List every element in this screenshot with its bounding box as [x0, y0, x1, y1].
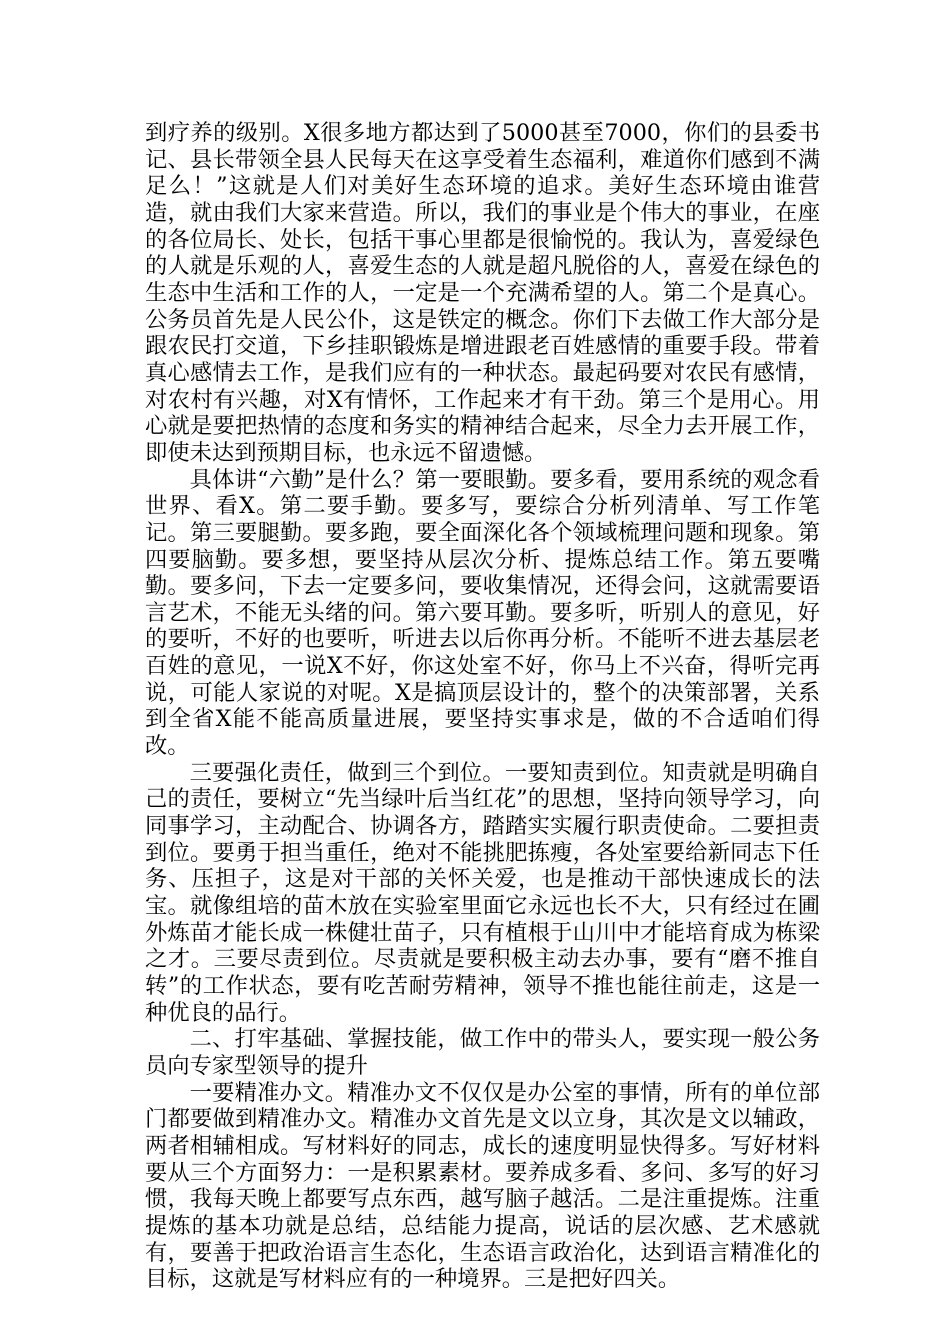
document-page [145, 120, 820, 1293]
section-heading: 二、打牢基础、掌握技能，做工作中的带头人，要实现一般公务员向专家型领导的提升 [145, 1026, 820, 1079]
paragraph-2: 具体讲“六勤”是什么？第一要眼勤。要多看，要用系统的观念看世界、看X。第二要手勤。要多写，要综合分析列清单、写工作笔记。第三要腿勤。要多跑，要全面深化各个领域梳理问题和现象。第四要脑勤。要多想，要坚持从层次分析、提炼总结工作。第五要嘴勤。要多问，下去一定要多问，要收集情况，还得会问，这就需要语言艺术，不能无头绪的问。第六要耳勤。要多听，听别人的意见，好的要听，不好的也要听，听进去以后你再分析。不能听不进去基层老百姓的意见，一说X不好，你这处室不好，你马上不兴奋，得听完再说，可能人家说的对呢。X是搞顶层设计的，整个的决策部署，关系到全省X能不能高质量进展，要坚持实事求是，做的不合适咱们得改。 [145, 466, 820, 760]
paragraph-3: 三要强化责任，做到三个到位。一要知责到位。知责就是明确自己的责任，要树立“先当绿叶后当红花”的思想，坚持向领导学习，向同事学习，主动配合、协调各方，踏踏实实履行职责使命。二要担责到位。要勇于担当重任，绝对不能挑肥拣瘦，各处室要给新同志下任务、压担子，这是对干部的关怀关爱，也是推动干部快速成长的法宝。就像组培的苗木放在实验室里面它永远也长不大，只有经过在圃外炼苗才能长成一株健壮苗子，只有植根于山川中才能培育成为栋梁之才。三要尽责到位。尽责就是要积极主动去办事，要有“磨不推自转”的工作状态，要有吃苦耐劳精神，领导不推也能往前走，这是一种优良的品行。 [145, 759, 820, 1026]
paragraph-4: 一要精准办文。精准办文不仅仅是办公室的事情，所有的单位部门都要做到精准办文。精准办文首先是文以立身，其次是文以辅政，两者相辅相成。写材料好的同志，成长的速度明显快得多。写好材料要从三个方面努力：一是积累素材。要养成多看、多问、多写的好习惯，我每天晚上都要写点东西，越写脑子越活。二是注重提炼。注重提炼的基本功就是总结，总结能力提高，说话的层次感、艺术感就有，要善于把政治语言生态化，生态语言政治化，达到语言精准化的目标，这就是写材料应有的一种境界。三是把好四关。 [145, 1079, 820, 1293]
paragraph-1: 到疗养的级别。X很多地方都达到了5000甚至7000，你们的县委书记、县长带领全县人民每天在这享受着生态福利，难道你们感到不满足么！”这就是人们对美好生态环境的追求。美好生态环境由谁营造，就由我们大家来营造。所以，我们的事业是个伟大的事业，在座的各位局长、处长，包括干事心里都是很愉悦的。我认为，喜爱绿色的人就是乐观的人，喜爱生态的人就是超凡脱俗的人，喜爱在绿色的生态中生活和工作的人，一定是一个充满希望的人。第二个是真心。公务员首先是人民公仆，这是铁定的概念。你们下去做工作大部分是跟农民打交道，下乡挂职锻炼是增进跟老百姓感情的重要手段。带着真心感情去工作，是我们应有的一种状态。最起码要对农民有感情，对农村有兴趣，对X有情怀，工作起来才有干劲。第三个是用心。用心就是要把热情的态度和务实的精神结合起来，尽全力去开展工作，即使未达到预期目标，也永远不留遗憾。 [145, 120, 820, 466]
